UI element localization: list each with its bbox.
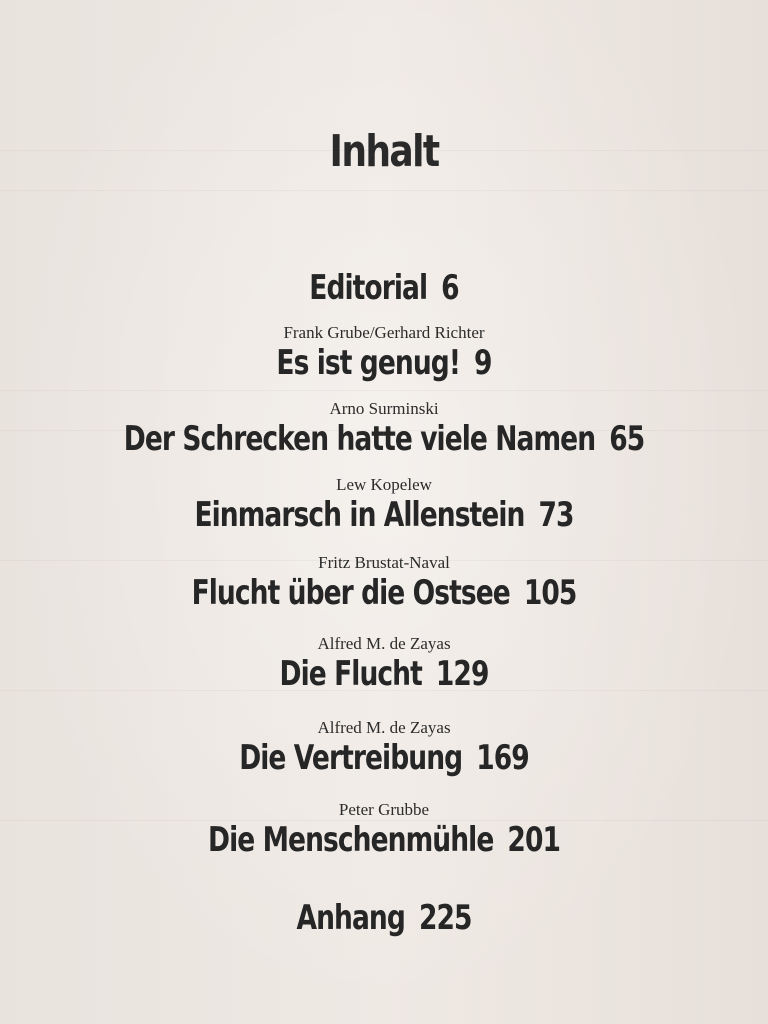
toc-entry-title: Der Schrecken hatte viele Namen (123, 419, 596, 459)
toc-entry-page: 201 (507, 820, 560, 860)
toc-entry-author: Alfred M. de Zayas (317, 718, 451, 737)
toc-entry-die-menschenmuehle (0, 800, 768, 860)
toc-entry-title: Die Flucht (279, 654, 422, 694)
toc-entry-line (84, 419, 683, 459)
toc-entry-einmarsch (0, 475, 768, 535)
toc-entry-title: Editorial (309, 268, 428, 308)
toc-entry-anhang (0, 898, 768, 938)
toc-entry-page: 169 (476, 738, 529, 778)
toc-entry-line (84, 654, 683, 694)
toc-entry-die-vertreibung (0, 718, 768, 778)
toc-entry-page: 225 (418, 898, 472, 938)
toc-entry-page: 129 (435, 654, 489, 694)
toc-entry-page: 73 (538, 495, 574, 535)
toc-entry-author: Fritz Brustat-Naval (318, 553, 450, 572)
toc-entry-page: 9 (474, 343, 492, 383)
toc-entry-line (84, 898, 683, 938)
toc-entry-author: Alfred M. de Zayas (317, 634, 451, 653)
toc-entry-line (84, 738, 683, 778)
toc-entry-line (84, 573, 683, 613)
toc-entry-editorial (0, 268, 768, 308)
toc-entry-title: Einmarsch in Allenstein (194, 495, 525, 535)
toc-entry-es-ist-genug (0, 323, 768, 383)
toc-entry-author: Frank Grube/Gerhard Richter (283, 323, 485, 342)
toc-entry-line (84, 343, 683, 383)
toc-entry-line (84, 820, 683, 860)
toc-entry-title: Flucht über die Ostsee (191, 573, 510, 613)
toc-entry-title: Es ist genug! (276, 343, 461, 383)
toc-entry-author: Arno Surminski (329, 399, 439, 418)
toc-entry-author: Lew Kopelew (336, 475, 432, 494)
toc-entry-title: Die Vertreibung (239, 738, 463, 778)
toc-entry-flucht-ostsee (0, 553, 768, 613)
toc-entry-die-flucht (0, 634, 768, 694)
toc-entry-der-schrecken (0, 399, 768, 459)
toc-entry-author: Peter Grubbe (338, 800, 430, 819)
toc-entry-page: 65 (609, 419, 645, 459)
toc-entry-page: 105 (523, 573, 577, 613)
toc-entry-line (84, 268, 683, 308)
toc-entry-line (84, 495, 683, 535)
page-title: Inhalt (329, 126, 439, 177)
toc-entry-title: Anhang (296, 898, 405, 938)
toc-entry-title: Die Menschenmühle (208, 820, 494, 860)
toc-entry-page: 6 (441, 268, 459, 308)
